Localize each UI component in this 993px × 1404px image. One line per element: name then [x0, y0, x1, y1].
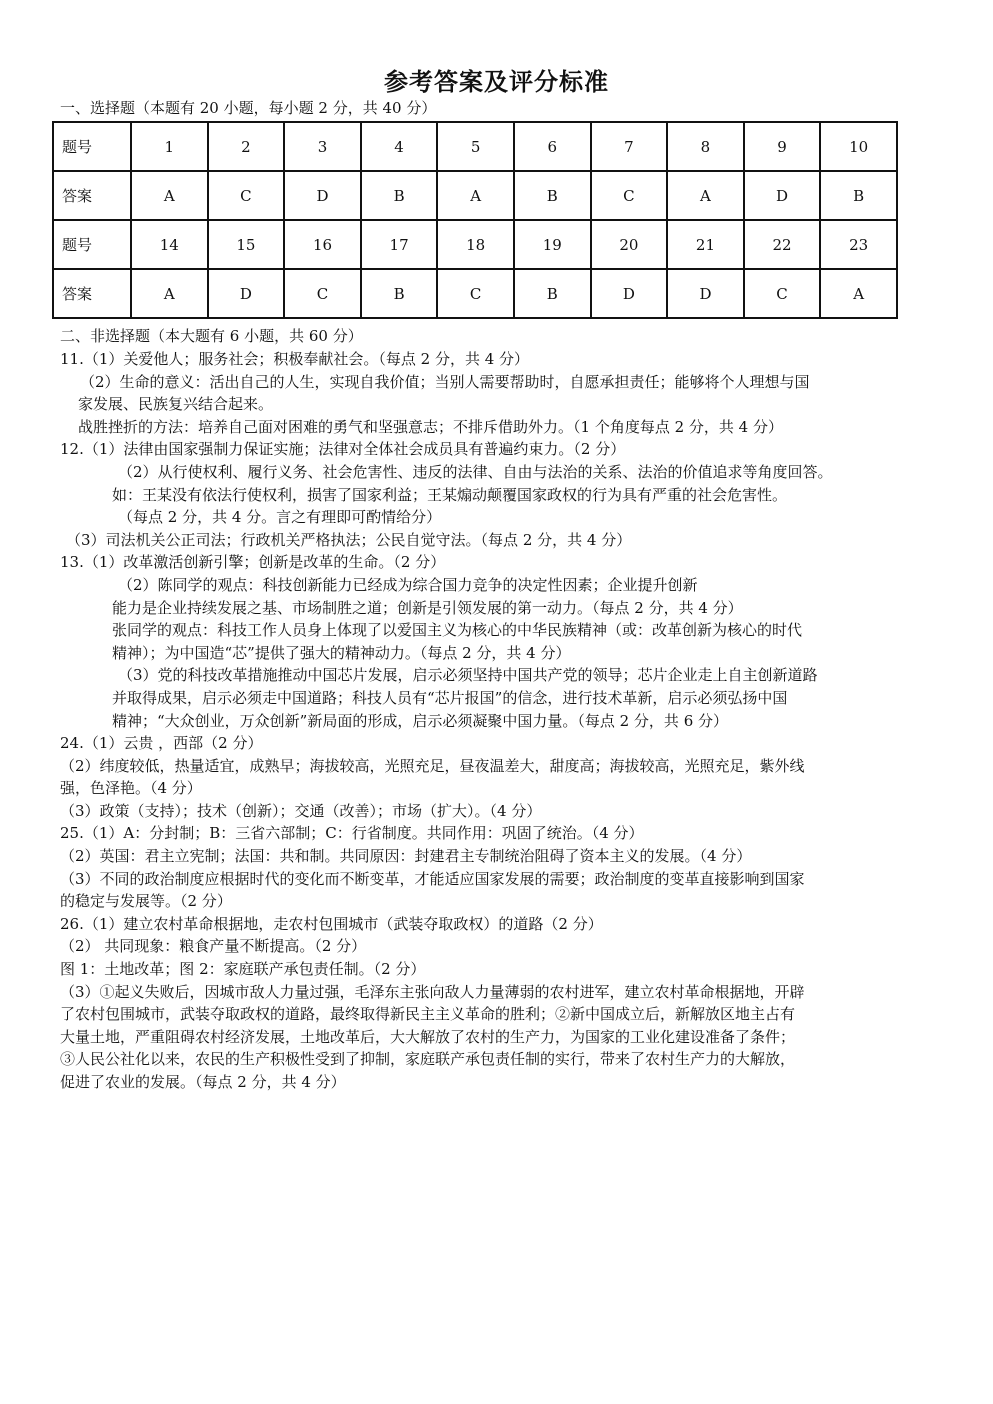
table-cell: 7 [591, 122, 668, 171]
table-cell: C [437, 269, 514, 318]
answer-line: 如：王某没有依法行使权利，损害了国家利益；王某煽动颠覆国家政权的行为具有严重的社会危害性。 [112, 485, 788, 504]
row-label: 答案 [53, 171, 131, 220]
table-cell: 21 [667, 220, 744, 269]
table-row-answers-1 [53, 171, 897, 220]
table-cell: A [667, 171, 744, 220]
answer-line: 13.（1）改革激活创新引擎；创新是改革的生命。（2 分） [60, 553, 446, 572]
section1-heading: 一、选择题（本题有 20 小题，每小题 2 分，共 40 分） [60, 99, 437, 117]
table-cell: 9 [744, 122, 821, 171]
table-cell: 16 [284, 220, 361, 269]
table-row-answers-2 [53, 269, 897, 318]
row-label: 题号 [53, 220, 131, 269]
answer-line: （2）从行使权利、履行义务、社会危害性、违反的法律、自由与法治的关系、法治的价值追求等角度回答。 [118, 462, 833, 481]
table-cell: C [591, 171, 668, 220]
answer-line: 26.（1）建立农村革命根据地，走农村包围城市（武装夺取政权）的道路（2 分） [60, 914, 603, 933]
table-cell: B [361, 269, 438, 318]
table-cell: C [208, 171, 285, 220]
table-cell: 4 [361, 122, 438, 171]
answer-line: （2） 共同现象：粮食产量不断提高。（2 分） [60, 937, 367, 956]
answer-line: 图 1：土地改革；图 2：家庭联产承包责任制。（2 分） [60, 960, 426, 979]
table-cell: 6 [514, 122, 591, 171]
table-cell: 17 [361, 220, 438, 269]
table-cell: 15 [208, 220, 285, 269]
answer-line: （2）陈同学的观点：科技创新能力已经成为综合国力竞争的决定性因素；企业提升创新 [118, 575, 698, 594]
table-row-numbers-1 [53, 122, 897, 171]
table-cell: D [667, 269, 744, 318]
table-cell: 8 [667, 122, 744, 171]
table-row-numbers-2 [53, 220, 897, 269]
table-cell: A [131, 269, 208, 318]
table-cell: 20 [591, 220, 668, 269]
answer-line: 战胜挫折的方法：培养自己面对困难的勇气和坚强意志；不排斥借助外力。（1 个角度每点 2 分，共 4 分） [78, 417, 783, 436]
table-cell: D [284, 171, 361, 220]
table-cell: D [744, 171, 821, 220]
table-cell: C [744, 269, 821, 318]
answer-line: 强，色泽艳。（4 分） [60, 779, 202, 798]
table-cell: 3 [284, 122, 361, 171]
answer-content [60, 348, 940, 1094]
answer-line: 了农村包围城市，武装夺取政权的道路，最终取得新民主主义革命的胜利；②新中国成立后，新解放区地主占有 [60, 1005, 796, 1024]
answer-line: 家发展、民族复兴结合起来。 [78, 395, 274, 414]
table-cell: B [361, 171, 438, 220]
answer-line: 精神；“大众创业，万众创新”新局面的形成，启示必须凝聚中国力量。（每点 2 分，共 6 分） [112, 711, 729, 730]
answer-line: 25.（1）A：分封制；B：三省六部制；C：行省制度。共同作用：巩固了统治。（4 分） [60, 824, 644, 843]
row-label: 答案 [53, 269, 131, 318]
table-cell: 5 [437, 122, 514, 171]
table-cell: 2 [208, 122, 285, 171]
section2-heading: 二、非选择题（本大题有 6 小题，共 60 分） [60, 327, 363, 345]
page-title: 参考答案及评分标准 [384, 67, 609, 96]
table-cell: 1 [131, 122, 208, 171]
table-cell: 18 [437, 220, 514, 269]
table-cell: A [437, 171, 514, 220]
table-cell: A [131, 171, 208, 220]
answer-line: 促进了农业的发展。（每点 2 分，共 4 分） [60, 1073, 346, 1091]
table-cell: 10 [820, 122, 897, 171]
table-cell: 19 [514, 220, 591, 269]
answer-line: 12.（1）法律由国家强制力保证实施；法律对全体社会成员具有普遍约束力。（2 分） [60, 440, 626, 459]
answer-line: 张同学的观点：科技工作人员身上体现了以爱国主义为核心的中华民族精神（或：改革创新为核心的时代 [112, 621, 803, 640]
table-cell: B [514, 269, 591, 318]
table-cell: 14 [131, 220, 208, 269]
answer-line: （每点 2 分，共 4 分。言之有理即可酌情给分） [118, 508, 442, 527]
table-cell: B [514, 171, 591, 220]
table-cell: B [820, 171, 897, 220]
table-cell: D [208, 269, 285, 318]
answer-line: 精神）；为中国造“芯”提供了强大的精神动力。（每点 2 分，共 4 分） [112, 643, 571, 662]
row-label: 题号 [53, 122, 131, 171]
table-cell: A [820, 269, 897, 318]
answer-line: （3）司法机关公正司法；行政机关严格执法；公民自觉守法。（每点 2 分，共 4 分） [66, 530, 632, 549]
answer-table [52, 121, 898, 319]
answer-line: （2）英国：君主立宪制；法国：共和制。共同原因：封建君主专制统治阻碍了资本主义的发展。（4 分） [60, 847, 752, 866]
table-cell: 22 [744, 220, 821, 269]
answer-line: 并取得成果，启示必须走中国道路；科技人员有“芯片报国”的信念，进行技术革新，启示必须弘扬中国 [112, 688, 788, 707]
answer-line: （3）不同的政治制度应根据时代的变化而不断变革，才能适应国家发展的需要；政治制度的变革直接影响到国家 [60, 869, 805, 888]
answer-line: 能力是企业持续发展之基、市场制胜之道；创新是引领发展的第一动力。（每点 2 分，共 4 分） [112, 598, 743, 617]
answer-line: 的稳定与发展等。（2 分） [60, 892, 232, 911]
table-cell: D [591, 269, 668, 318]
answer-line: ③人民公社化以来，农民的生产积极性受到了抑制，家庭联产承包责任制的实行，带来了农村生产力的大解放， [60, 1050, 796, 1069]
answer-line: （2）生命的意义：活出自己的人生，实现自我价值；当别人需要帮助时，自愿承担责任；能够将个人理想与国 [80, 372, 810, 391]
answer-line: （3）党的科技改革措施推动中国芯片发展，启示必须坚持中国共产党的领导；芯片企业走上自主创新道路 [118, 666, 818, 685]
table-cell: C [284, 269, 361, 318]
answer-line: （3）①起义失败后，因城市敌人力量过强，毛泽东主张向敌人力量薄弱的农村进军，建立农村革命根据地，开辟 [60, 982, 805, 1001]
answer-line: （3）政策（支持）；技术（创新）；交通（改善）；市场（扩大）。（4 分） [60, 801, 542, 820]
answer-line: （2）纬度较低，热量适宜，成熟早；海拔较高，光照充足，昼夜温差大，甜度高；海拔较高，光照充足，紫外线 [60, 756, 805, 775]
answer-line: 大量土地，严重阻碍农村经济发展，土地改革后，大大解放了农村的生产力，为国家的工业化建设准备了条件； [60, 1027, 796, 1046]
answer-line: 24.（1）云贵 ，西部（2 分） [60, 734, 263, 753]
table-cell: 23 [820, 220, 897, 269]
answer-line: 11.（1）关爱他人；服务社会；积极奉献社会。（每点 2 分，共 4 分） [60, 350, 530, 368]
